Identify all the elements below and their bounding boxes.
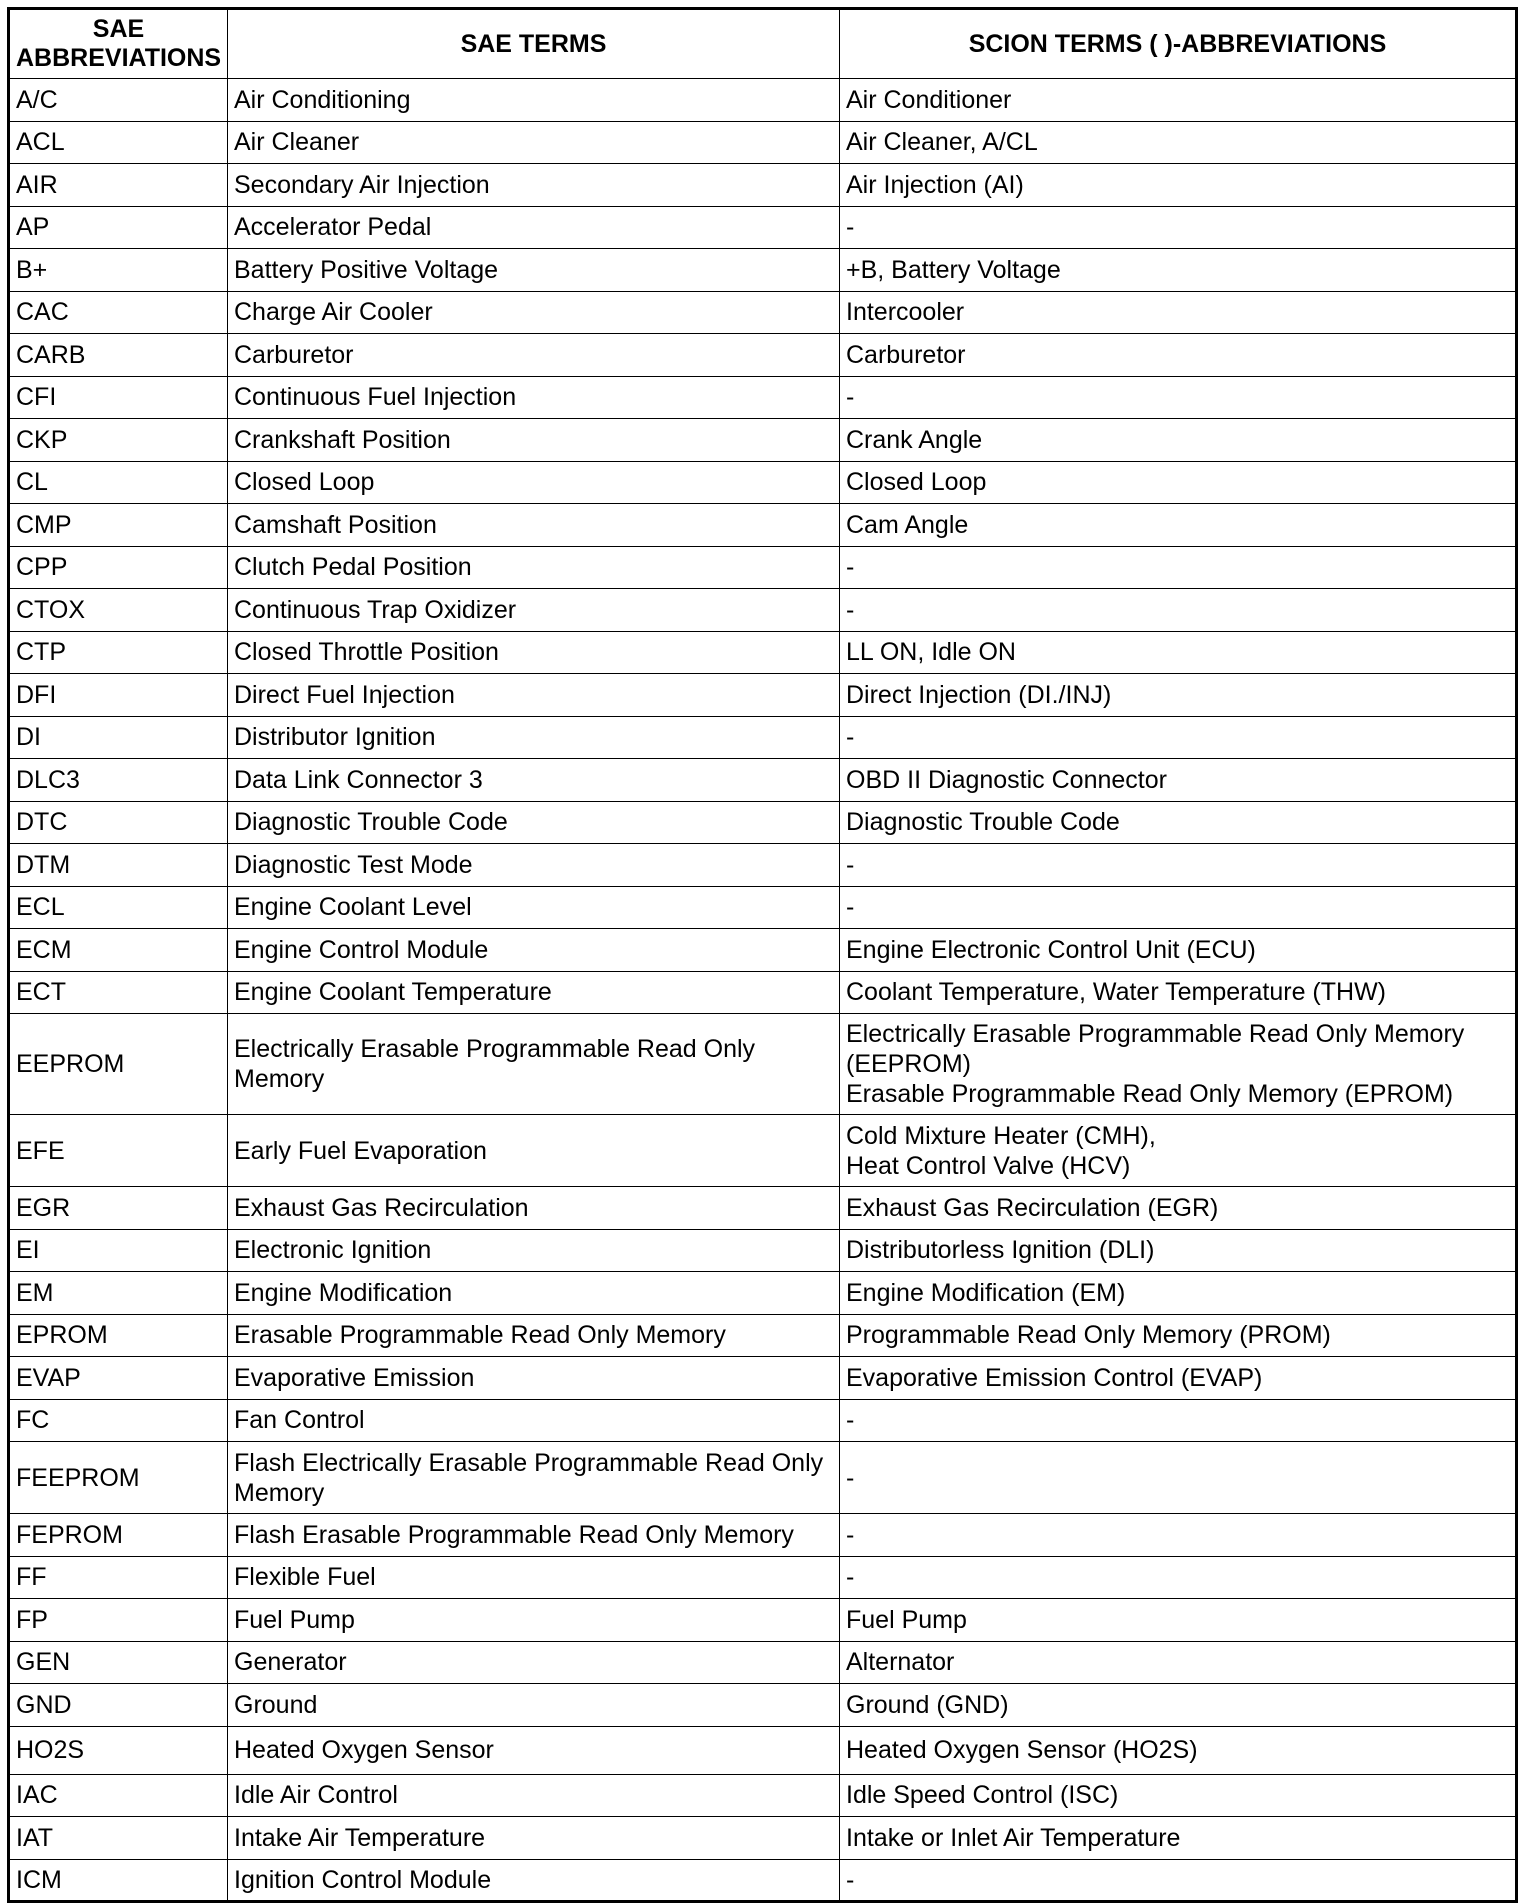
scion-term-cell bbox=[840, 1726, 1517, 1774]
abbreviation-cell: CTP bbox=[9, 631, 228, 674]
scion-term-cell bbox=[840, 1641, 1517, 1684]
table-row bbox=[9, 504, 1517, 547]
abbreviation-cell: AIR bbox=[9, 164, 228, 207]
abbreviation-cell: EGR bbox=[9, 1187, 228, 1230]
scion-term-text: Heat Control Valve (HCV) bbox=[846, 1151, 1131, 1180]
table-row bbox=[9, 164, 1517, 207]
abbreviation-cell: EPROM bbox=[9, 1314, 228, 1357]
sae-term-text: Memory bbox=[234, 1065, 325, 1093]
scion-term-cell bbox=[840, 546, 1517, 589]
abbreviation-cell: CL bbox=[9, 461, 228, 504]
sae-term-cell bbox=[228, 1641, 840, 1684]
abbreviation-cell: FF bbox=[9, 1556, 228, 1599]
sae-term-text: Secondary Air Injection bbox=[234, 170, 490, 199]
sae-term-cell bbox=[228, 1272, 840, 1315]
scion-term-text: Air Conditioner bbox=[846, 85, 1012, 114]
sae-term-cell bbox=[228, 759, 840, 802]
scion-term-cell bbox=[840, 1314, 1517, 1357]
scion-term-text: (EEPROM) bbox=[846, 1050, 971, 1078]
scion-term-text: Exhaust Gas Recirculation (EGR) bbox=[846, 1193, 1219, 1222]
scion-term-cell bbox=[840, 79, 1517, 122]
sae-term-cell bbox=[228, 1442, 840, 1514]
table-row bbox=[9, 759, 1517, 802]
table-row bbox=[9, 1399, 1517, 1442]
scion-term-text: Diagnostic Trouble Code bbox=[846, 808, 1120, 837]
scion-term-text: Carburetor bbox=[846, 340, 966, 369]
sae-term-text: Generator bbox=[234, 1648, 347, 1677]
abbreviation-cell: CTOX bbox=[9, 589, 228, 632]
sae-term-text: Engine Modification bbox=[234, 1278, 453, 1307]
table-row bbox=[9, 249, 1517, 292]
scion-term-cell bbox=[840, 121, 1517, 164]
abbreviation-cell: DI bbox=[9, 716, 228, 759]
header-row bbox=[9, 9, 1517, 79]
scion-term-cell bbox=[840, 1599, 1517, 1642]
sae-term-text: Crankshaft Position bbox=[234, 425, 451, 454]
scion-term-cell bbox=[840, 504, 1517, 547]
sae-term-text: Charge Air Cooler bbox=[234, 298, 433, 327]
header-scion-terms-line: SCION TERMS bbox=[968, 29, 1143, 58]
sae-term-cell bbox=[228, 1556, 840, 1599]
abbreviation-cell: FP bbox=[9, 1599, 228, 1642]
sae-term-text: Intake Air Temperature bbox=[234, 1823, 486, 1852]
scion-term-cell bbox=[840, 1859, 1517, 1902]
scion-term-text: Alternator bbox=[846, 1648, 955, 1677]
scion-term-text: OBD II Diagnostic Connector bbox=[846, 765, 1167, 794]
table-row bbox=[9, 1514, 1517, 1557]
scion-term-cell bbox=[840, 929, 1517, 972]
sae-term-cell bbox=[228, 206, 840, 249]
sae-term-cell bbox=[228, 546, 840, 589]
sae-term-text: Fuel Pump bbox=[234, 1605, 355, 1634]
scion-term-text: Direct Injection (DI./INJ) bbox=[846, 680, 1112, 709]
table-row bbox=[9, 674, 1517, 717]
sae-term-cell bbox=[228, 1599, 840, 1642]
sae-term-cell bbox=[228, 1726, 840, 1774]
abbreviation-cell: DTC bbox=[9, 801, 228, 844]
sae-term-cell bbox=[228, 589, 840, 632]
abbreviation-cell: EFE bbox=[9, 1115, 228, 1187]
sae-term-text: Electrically Erasable Programmable Read Only bbox=[234, 1035, 756, 1063]
scion-term-cell bbox=[840, 1684, 1517, 1727]
table-row bbox=[9, 546, 1517, 589]
table-row bbox=[9, 1314, 1517, 1357]
scion-term-cell bbox=[840, 1187, 1517, 1230]
sae-term-cell bbox=[228, 461, 840, 504]
abbreviation-cell: CFI bbox=[9, 376, 228, 419]
sae-term-text: Erasable Programmable Read Only Memory bbox=[234, 1321, 726, 1350]
sae-term-cell bbox=[228, 164, 840, 207]
scion-term-cell bbox=[840, 844, 1517, 887]
scion-term-text: Engine Modification (EM) bbox=[846, 1278, 1126, 1307]
sae-term-cell bbox=[228, 334, 840, 377]
header-sae-terms: SAE TERMS bbox=[228, 9, 840, 79]
sae-term-text: Accelerator Pedal bbox=[234, 213, 432, 242]
sae-term-cell bbox=[228, 929, 840, 972]
scion-term-text: - bbox=[846, 595, 855, 624]
scion-term-cell bbox=[840, 376, 1517, 419]
abbreviations-document bbox=[7, 7, 1515, 1903]
scion-term-text: Heated Oxygen Sensor (HO2S) bbox=[846, 1736, 1198, 1764]
scion-term-text: Intake or Inlet Air Temperature bbox=[846, 1823, 1181, 1852]
scion-term-cell bbox=[840, 1229, 1517, 1272]
table-row bbox=[9, 461, 1517, 504]
scion-term-cell bbox=[840, 971, 1517, 1014]
header-abbreviations-line: ABBREVIATIONS bbox=[16, 44, 222, 72]
scion-term-text: - bbox=[846, 850, 855, 879]
abbreviation-cell: FEPROM bbox=[9, 1514, 228, 1557]
sae-term-text: Diagnostic Test Mode bbox=[234, 850, 473, 879]
sae-term-text: Clutch Pedal Position bbox=[234, 553, 472, 582]
sae-term-text: Distributor Ignition bbox=[234, 723, 436, 752]
abbreviation-cell: FC bbox=[9, 1399, 228, 1442]
table-row bbox=[9, 929, 1517, 972]
sae-term-cell bbox=[228, 1314, 840, 1357]
table-row bbox=[9, 419, 1517, 462]
scion-term-cell bbox=[840, 164, 1517, 207]
table-row bbox=[9, 1726, 1517, 1774]
header-sae-abbreviations bbox=[9, 9, 228, 79]
scion-term-cell bbox=[840, 1014, 1517, 1115]
sae-term-cell bbox=[228, 249, 840, 292]
scion-term-text: +B, Battery Voltage bbox=[846, 255, 1061, 284]
table-row bbox=[9, 1556, 1517, 1599]
scion-term-cell bbox=[840, 674, 1517, 717]
abbreviations-table bbox=[7, 7, 1518, 1903]
sae-term-text: Carburetor bbox=[234, 340, 354, 369]
scion-term-text: Cam Angle bbox=[846, 510, 969, 539]
scion-term-cell bbox=[840, 1115, 1517, 1187]
table-row bbox=[9, 334, 1517, 377]
table-row bbox=[9, 1859, 1517, 1902]
sae-term-text: Flexible Fuel bbox=[234, 1563, 376, 1592]
sae-term-text: Closed Throttle Position bbox=[234, 638, 499, 667]
scion-term-text: Distributorless Ignition (DLI) bbox=[846, 1236, 1155, 1265]
table-row bbox=[9, 291, 1517, 334]
scion-term-cell bbox=[840, 206, 1517, 249]
abbreviation-cell: CAC bbox=[9, 291, 228, 334]
sae-term-text: Heated Oxygen Sensor bbox=[234, 1736, 494, 1764]
scion-term-cell bbox=[840, 461, 1517, 504]
table-row bbox=[9, 376, 1517, 419]
scion-term-cell bbox=[840, 334, 1517, 377]
scion-term-cell bbox=[840, 1272, 1517, 1315]
sae-term-cell bbox=[228, 504, 840, 547]
scion-term-text: Erasable Programmable Read Only Memory (EPROM) bbox=[846, 1080, 1454, 1108]
abbreviation-cell: DLC3 bbox=[9, 759, 228, 802]
sae-term-cell bbox=[228, 1514, 840, 1557]
sae-term-text: Data Link Connector 3 bbox=[234, 765, 483, 794]
scion-term-text: - bbox=[846, 1563, 855, 1592]
scion-term-text: Crank Angle bbox=[846, 425, 983, 454]
abbreviation-cell: EEPROM bbox=[9, 1014, 228, 1115]
scion-term-cell bbox=[840, 419, 1517, 462]
scion-term-text: - bbox=[846, 1865, 855, 1894]
sae-term-text: Continuous Trap Oxidizer bbox=[234, 595, 517, 624]
table-row bbox=[9, 1115, 1517, 1187]
sae-term-cell bbox=[228, 844, 840, 887]
table-row bbox=[9, 1357, 1517, 1400]
abbreviation-cell: IAT bbox=[9, 1817, 228, 1860]
sae-term-text: Ground bbox=[234, 1690, 318, 1719]
abbreviation-cell: EI bbox=[9, 1229, 228, 1272]
sae-term-cell bbox=[228, 1357, 840, 1400]
table-row bbox=[9, 1817, 1517, 1860]
table-row bbox=[9, 1272, 1517, 1315]
sae-term-text: Ignition Control Module bbox=[234, 1865, 492, 1894]
scion-term-cell bbox=[840, 291, 1517, 334]
scion-term-cell bbox=[840, 1514, 1517, 1557]
sae-term-cell bbox=[228, 971, 840, 1014]
sae-term-text: Engine Control Module bbox=[234, 935, 489, 964]
scion-term-cell bbox=[840, 886, 1517, 929]
abbreviation-cell: DFI bbox=[9, 674, 228, 717]
scion-term-text: LL ON, Idle ON bbox=[846, 638, 1016, 667]
sae-term-cell bbox=[228, 291, 840, 334]
sae-term-text: Engine Coolant Level bbox=[234, 893, 472, 922]
scion-term-text: - bbox=[846, 553, 855, 582]
sae-term-text: Fan Control bbox=[234, 1406, 365, 1435]
table-body bbox=[9, 79, 1517, 1902]
sae-term-cell bbox=[228, 1859, 840, 1902]
abbreviation-cell: GND bbox=[9, 1684, 228, 1727]
table-row bbox=[9, 971, 1517, 1014]
scion-term-text: Fuel Pump bbox=[846, 1605, 967, 1634]
sae-term-text: Camshaft Position bbox=[234, 510, 437, 539]
abbreviation-cell: AP bbox=[9, 206, 228, 249]
sae-term-text: Early Fuel Evaporation bbox=[234, 1136, 487, 1165]
table-row bbox=[9, 1641, 1517, 1684]
table-row bbox=[9, 1014, 1517, 1115]
abbreviation-cell: DTM bbox=[9, 844, 228, 887]
table-row bbox=[9, 1187, 1517, 1230]
sae-term-cell bbox=[228, 1817, 840, 1860]
sae-term-text: Direct Fuel Injection bbox=[234, 680, 455, 709]
sae-term-cell bbox=[228, 801, 840, 844]
scion-term-cell bbox=[840, 801, 1517, 844]
abbreviation-cell: EVAP bbox=[9, 1357, 228, 1400]
table-row bbox=[9, 844, 1517, 887]
table-row bbox=[9, 589, 1517, 632]
sae-term-text: Diagnostic Trouble Code bbox=[234, 808, 508, 837]
sae-term-text: Evaporative Emission bbox=[234, 1363, 475, 1392]
sae-term-text: Flash Electrically Erasable Programmable Read Only bbox=[234, 1448, 824, 1477]
scion-term-text: Air Injection (AI) bbox=[846, 170, 1024, 199]
scion-term-text: - bbox=[846, 1406, 855, 1435]
scion-term-cell bbox=[840, 1817, 1517, 1860]
scion-term-cell bbox=[840, 1774, 1517, 1817]
abbreviation-cell: CMP bbox=[9, 504, 228, 547]
scion-term-text: - bbox=[846, 1520, 855, 1549]
scion-term-text: - bbox=[846, 723, 855, 752]
scion-term-text: Evaporative Emission Control (EVAP) bbox=[846, 1363, 1263, 1392]
scion-term-cell bbox=[840, 249, 1517, 292]
sae-term-cell bbox=[228, 1684, 840, 1727]
sae-term-cell bbox=[228, 121, 840, 164]
abbreviation-cell: CPP bbox=[9, 546, 228, 589]
sae-term-cell bbox=[228, 1774, 840, 1817]
abbreviation-cell: GEN bbox=[9, 1641, 228, 1684]
sae-term-text: Electronic Ignition bbox=[234, 1236, 432, 1265]
table-row bbox=[9, 716, 1517, 759]
table-row bbox=[9, 1774, 1517, 1817]
header-scion-abbreviations-line: ( )-ABBREVIATIONS bbox=[1149, 29, 1387, 58]
scion-term-text: - bbox=[846, 1463, 855, 1492]
scion-term-text: Closed Loop bbox=[846, 468, 987, 497]
scion-term-text: Coolant Temperature, Water Temperature (THW) bbox=[846, 978, 1387, 1007]
sae-term-text: Air Conditioning bbox=[234, 85, 411, 114]
table-row bbox=[9, 1684, 1517, 1727]
scion-term-text: Idle Speed Control (ISC) bbox=[846, 1781, 1119, 1810]
abbreviation-cell: ECM bbox=[9, 929, 228, 972]
scion-term-cell bbox=[840, 1556, 1517, 1599]
scion-term-text: Intercooler bbox=[846, 298, 965, 327]
sae-term-text: Idle Air Control bbox=[234, 1781, 398, 1810]
table-row bbox=[9, 79, 1517, 122]
sae-term-cell bbox=[228, 1229, 840, 1272]
abbreviation-cell: B+ bbox=[9, 249, 228, 292]
abbreviation-cell: EM bbox=[9, 1272, 228, 1315]
abbreviation-cell: A/C bbox=[9, 79, 228, 122]
scion-term-text: Cold Mixture Heater (CMH), bbox=[846, 1121, 1156, 1150]
table-header bbox=[9, 9, 1517, 79]
scion-term-cell bbox=[840, 631, 1517, 674]
table-row bbox=[9, 1599, 1517, 1642]
abbreviation-cell: CKP bbox=[9, 419, 228, 462]
table-row bbox=[9, 631, 1517, 674]
scion-term-text: - bbox=[846, 893, 855, 922]
sae-term-text: Engine Coolant Temperature bbox=[234, 978, 552, 1007]
scion-term-text: Ground (GND) bbox=[846, 1690, 1009, 1719]
sae-term-text: Exhaust Gas Recirculation bbox=[234, 1193, 529, 1222]
sae-term-cell bbox=[228, 1399, 840, 1442]
table-row bbox=[9, 801, 1517, 844]
table-row bbox=[9, 121, 1517, 164]
sae-term-cell bbox=[228, 1187, 840, 1230]
abbreviation-cell: HO2S bbox=[9, 1726, 228, 1774]
table-row bbox=[9, 206, 1517, 249]
abbreviation-cell: ICM bbox=[9, 1859, 228, 1902]
sae-term-text: Flash Erasable Programmable Read Only Memory bbox=[234, 1520, 794, 1549]
sae-term-text: Memory bbox=[234, 1478, 325, 1507]
sae-term-cell bbox=[228, 1014, 840, 1115]
sae-term-text: Continuous Fuel Injection bbox=[234, 383, 517, 412]
scion-term-text: Electrically Erasable Programmable Read Only Memory bbox=[846, 1020, 1465, 1048]
scion-term-cell bbox=[840, 1357, 1517, 1400]
abbreviation-cell: ECL bbox=[9, 886, 228, 929]
scion-term-text: - bbox=[846, 383, 855, 412]
abbreviation-cell: IAC bbox=[9, 1774, 228, 1817]
header-sae-line: SAE bbox=[92, 15, 145, 43]
abbreviation-cell: ECT bbox=[9, 971, 228, 1014]
abbreviation-cell: ACL bbox=[9, 121, 228, 164]
sae-term-text: Closed Loop bbox=[234, 468, 375, 497]
scion-term-cell bbox=[840, 759, 1517, 802]
sae-term-cell bbox=[228, 79, 840, 122]
scion-term-text: - bbox=[846, 213, 855, 242]
sae-term-cell bbox=[228, 674, 840, 717]
sae-term-cell bbox=[228, 419, 840, 462]
sae-term-cell bbox=[228, 1115, 840, 1187]
scion-term-text: Engine Electronic Control Unit (ECU) bbox=[846, 935, 1256, 964]
sae-term-text: Battery Positive Voltage bbox=[234, 255, 499, 284]
table-row bbox=[9, 1442, 1517, 1514]
sae-term-cell bbox=[228, 631, 840, 674]
sae-term-cell bbox=[228, 376, 840, 419]
sae-term-text: Air Cleaner bbox=[234, 128, 360, 157]
sae-term-cell bbox=[228, 716, 840, 759]
scion-term-text: Air Cleaner, A/CL bbox=[846, 128, 1038, 157]
abbreviation-cell: FEEPROM bbox=[9, 1442, 228, 1514]
scion-term-text: Programmable Read Only Memory (PROM) bbox=[846, 1321, 1331, 1350]
table-row bbox=[9, 1229, 1517, 1272]
scion-term-cell bbox=[840, 1399, 1517, 1442]
header-scion-terms bbox=[840, 9, 1517, 79]
scion-term-cell bbox=[840, 589, 1517, 632]
scion-term-cell bbox=[840, 716, 1517, 759]
sae-term-cell bbox=[228, 886, 840, 929]
abbreviation-cell: CARB bbox=[9, 334, 228, 377]
table-row bbox=[9, 886, 1517, 929]
scion-term-cell bbox=[840, 1442, 1517, 1514]
